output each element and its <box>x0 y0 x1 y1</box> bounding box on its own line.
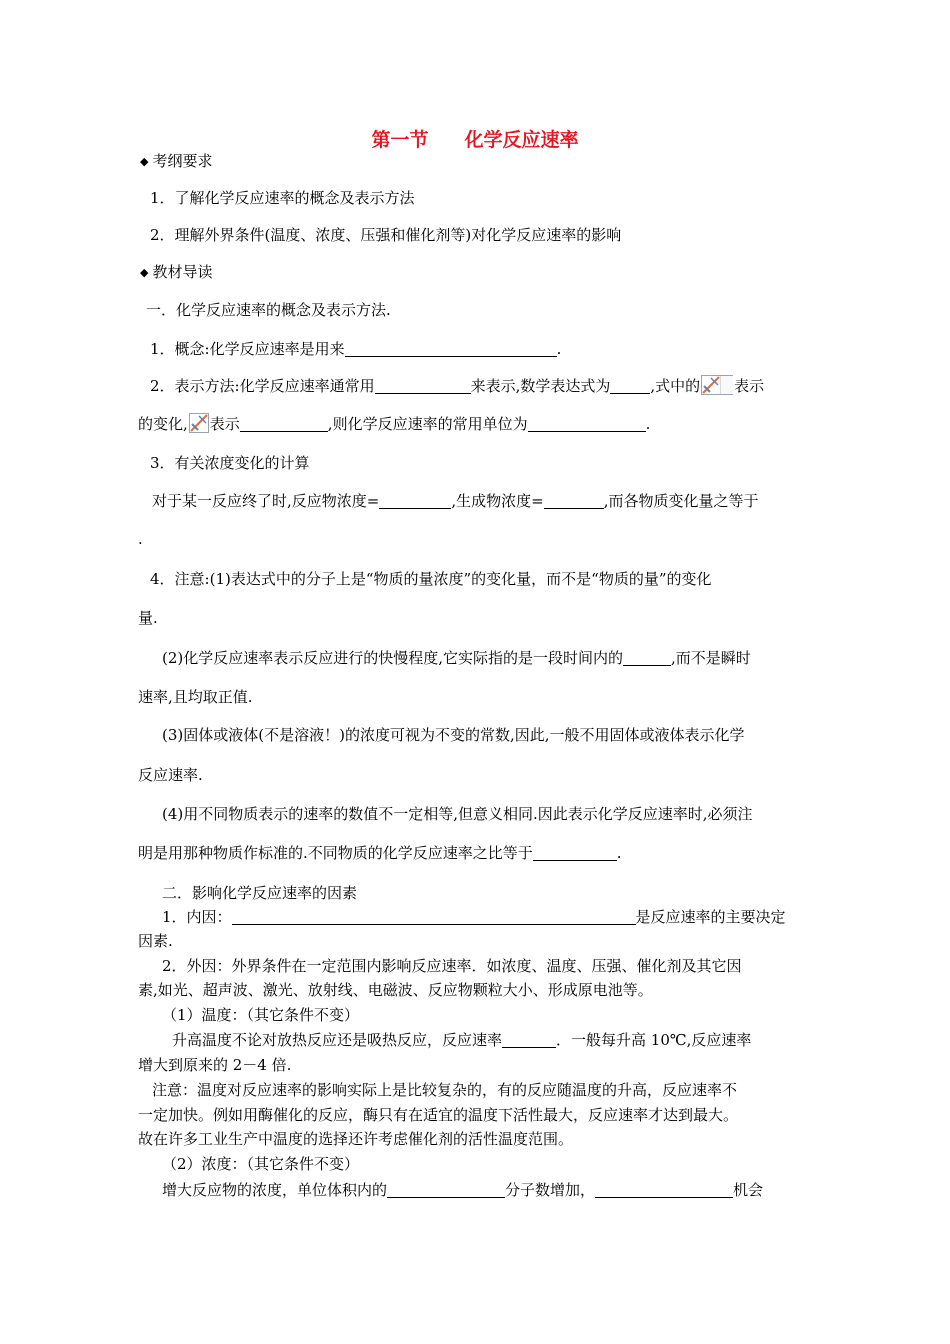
section-1-heading: 一．化学反应速率的概念及表示方法. <box>146 301 391 319</box>
broken-image-icon <box>189 413 209 433</box>
page-title <box>0 125 950 152</box>
syllabus-heading: ◆ 考纲要求 <box>140 152 213 170</box>
concept-line: 1．概念:化学反应速率是用来 . <box>150 340 562 358</box>
internal-cause-end: 因素. <box>138 932 173 950</box>
note-3-line-2: 反应速率. <box>138 766 203 784</box>
note-3-line-1: (3)固体或液体(不是溶液！)的浓度可视为不变的常数,因此,一般不用固体或液体表示化学 <box>162 726 745 744</box>
blank-average-rate <box>623 649 671 666</box>
internal-cause-line: 1．内因： 是反应速率的主要决定 <box>162 908 786 926</box>
blank-product-conc <box>544 492 604 509</box>
blank-representation <box>375 377 471 394</box>
concentration-heading: （2）浓度：（其它条件不变） <box>162 1155 360 1173</box>
blank-effective-collision <box>595 1181 733 1198</box>
diamond-bullet-icon: ◆ <box>140 155 149 168</box>
note-4-line-1: (4)用不同物质表示的速率的数值不一定相等,但意义相同.因此表示化学反应速率时,必须注 <box>162 805 753 823</box>
blank-concept <box>345 340 557 357</box>
blank-reactant-conc <box>379 492 451 509</box>
title-section-number: 第一节 <box>371 129 429 151</box>
syllabus-item-2: 2．理解外界条件(温度、浓度、压强和催化剂等)对化学反应速率的影响 <box>150 226 622 244</box>
note-4-line-2: 明是用那种物质作标准的.不同物质的化学反应速率之比等于 . <box>138 844 622 862</box>
temperature-line-1: 升高温度不论对放热反应还是吸热反应，反应速率 ．一般每升高 10℃,反应速率 <box>172 1031 752 1049</box>
blank-expression <box>610 377 650 394</box>
temperature-line-2: 增大到原来的 2－4 倍. <box>138 1056 292 1074</box>
syllabus-item-1: 1．了解化学反应速率的概念及表示方法 <box>150 189 415 207</box>
diamond-bullet-icon: ◆ <box>140 266 149 279</box>
temperature-note-3: 故在许多工业生产中温度的选择还许考虑催化剂的活性温度范围。 <box>138 1130 574 1148</box>
blank-rate-ratio <box>533 844 617 861</box>
concentration-line: 增大反应物的浓度，单位体积内的 分子数增加， 机会 <box>162 1181 764 1199</box>
calc-line: 对于某一反应终了时,反应物浓度= ,生成物浓度= ,而各物质变化量之等于 <box>152 492 759 510</box>
section-2-heading: 二．影响化学反应速率的因素 <box>162 884 358 902</box>
blank-unit <box>528 415 646 432</box>
note-1-line-1: 4．注意:(1)表达式中的分子上是“物质的量浓度”的变化量，而不是“物质的量”的变化 <box>150 570 712 588</box>
blank-internal-cause <box>232 908 636 925</box>
representation-line-2: 的变化, 表示 ,则化学反应速率的常用单位为 . <box>138 415 651 433</box>
broken-image-icon <box>701 375 733 395</box>
external-cause-line-2: 素,如光、超声波、激光、放射线、电磁波、反应物颗粒大小、形成原电池等。 <box>138 981 653 999</box>
temperature-heading: （1）温度：（其它条件不变） <box>162 1006 360 1024</box>
blank-temperature-rate <box>502 1031 556 1048</box>
calc-line-end: . <box>138 530 143 548</box>
note-1-line-2: 量. <box>138 609 158 627</box>
title-topic: 化学反应速率 <box>464 129 579 151</box>
external-cause-line-1: 2．外因：外界条件在一定范围内影响反应速率．如浓度、温度、压强、催化剂及其它因 <box>162 957 742 975</box>
blank-activated-molecules <box>387 1181 505 1198</box>
calc-heading: 3．有关浓度变化的计算 <box>150 454 310 472</box>
temperature-note-2: 一定加快。例如用酶催化的反应，酶只有在适宜的温度下活性最大，反应速率才达到最大。 <box>138 1106 739 1124</box>
guide-heading: ◆ 教材导读 <box>140 263 213 281</box>
representation-line-1: 2．表示方法:化学反应速率通常用 来表示,数学表达式为 ,式中的 表示 <box>150 377 765 395</box>
note-2-line-2: 速率,且均取正值. <box>138 688 253 706</box>
blank-time <box>240 415 328 432</box>
temperature-note-1: 注意：温度对反应速率的影响实际上是比较复杂的，有的反应随温度的升高，反应速率不 <box>152 1081 738 1099</box>
note-2-line-1: (2)化学反应速率表示反应进行的快慢程度,它实际指的是一段时间内的 ,而不是瞬时 <box>162 649 751 667</box>
